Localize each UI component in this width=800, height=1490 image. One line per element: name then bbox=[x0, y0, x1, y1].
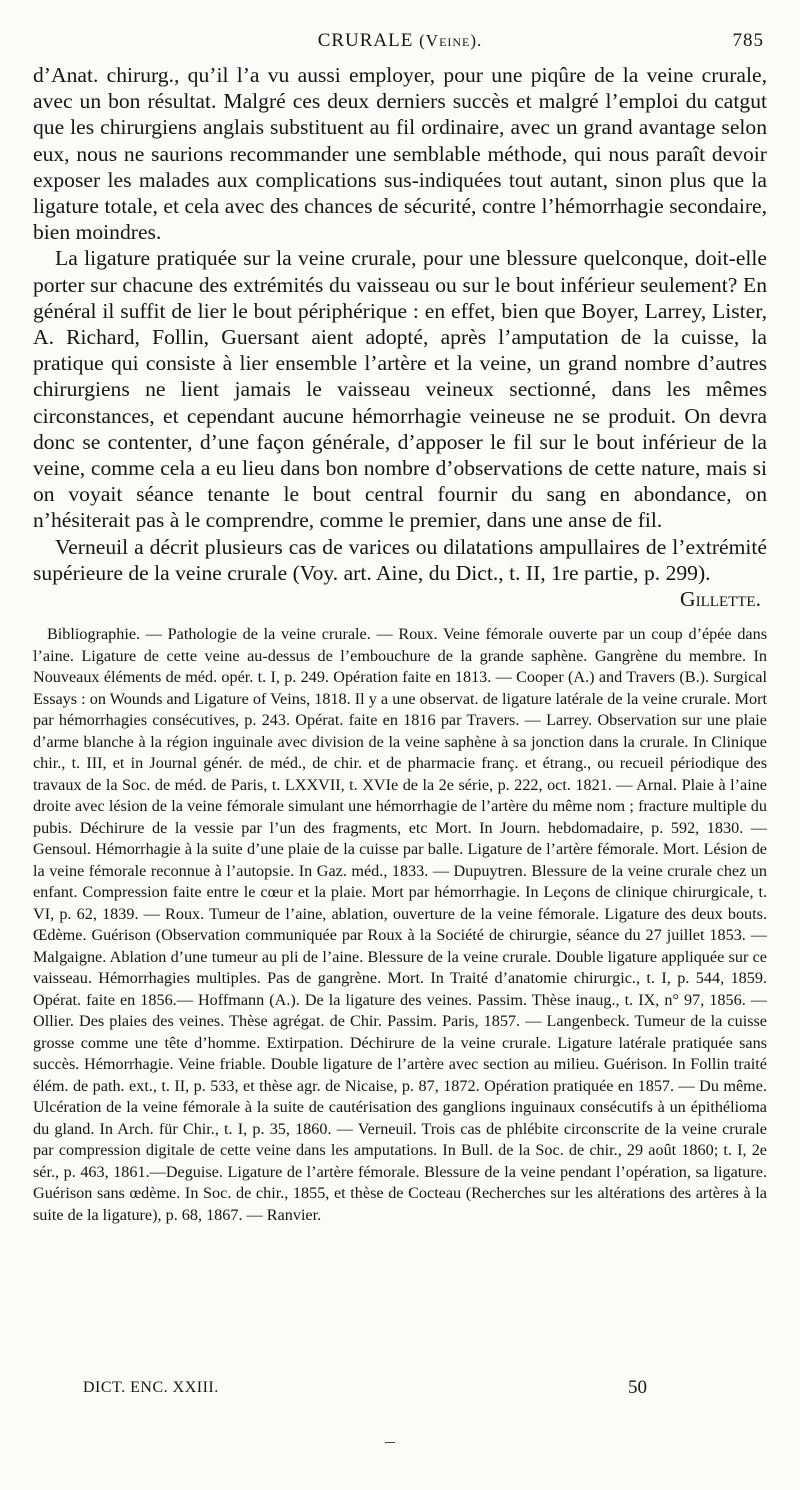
bibliography bbox=[33, 624, 767, 1226]
paragraph-3-text: Verneuil a décrit plusieurs cas de varices ou dilatations ampullaires de l’extrémité supérieure de la veine crurale (Voy. art. Aine, du Dict., t. II, 1re partie, p. 299). bbox=[33, 534, 767, 585]
author-signature: Gillette. bbox=[680, 587, 761, 612]
article-body bbox=[33, 62, 767, 612]
bibliography-text: Bibliographie. — Pathologie de la veine crurale. — Roux. Veine fémorale ouverte par un coup d’épée dans l’aine. Ligature de cette veine au-dessus de l’embouchure de la grande saphène. Gangrène du membre. In Nouveaux éléments de méd. opér. t. I, p. 249. Opération faite en 1813. — Cooper (A.) and Travers (B.). Surgical Essays : on Wounds and Ligature of Veins, 1818. Il y a une observat. de ligature latérale de la veine crurale. Mort par hémorrhagies consécutives, p. 243. Opérat. faite en 1816 par Travers. — Larrey. Observation sur une plaie d’arme blanche à la région inguinale avec division de la veine saphène à sa jonction dans la crurale. In Clinique chir., t. III, et in Journal génér. de méd., de chir. et de pharmacie franç. et étrang., ou recueil périodique des travaux de la Soc. de méd. de Paris, t. LXXVII, t. XVIe de la 2e série, p. 222, oct. 1821. — Arnal. Plaie à l’aine droite avec lésion de la veine fémorale simulant une hémorrhagie de l’artère du même nom ; fracture multiple du pubis. Déchirure de la vessie par l’un des fragments, etc Mort. In Journ. hebdomadaire, p. 592, 1830. — Gensoul. Hémorrhagie à la suite d’une plaie de la cuisse par balle. Ligature de l’artère fémorale. Mort. Lésion de la veine fémorale reconnue à l’autopsie. In Gaz. méd., 1833. — Dupuytren. Blessure de la veine crurale chez un enfant. Compression faite entre le cœur et la plaie. Mort par hémorrhagie. In Leçons de clinique chirurgicale, t. VI, p. 62, 1839. — Roux. Tumeur de l’aine, ablation, ouverture de la veine fémorale. Ligature des deux bouts. Œdème. Guérison (Observation communiquée par Roux à la Société de chirurgie, séance du 27 juillet 1853. — Malgaigne. Ablation d’une tumeur au pli de l’aine. Blessure de la veine crurale. Double ligature appliquée sur ce vaisseau. Hémorrhagies multiples. Pas de gangrène. Mort. In Traité d’anatomie chirurgic., t. I, p. 544, 1859. Opérat. faite en 1856.— Hoffmann (A.). De la ligature des veines. Passim. Thèse inaug., t. IX, n° 97, 1856. — Ollier. Des plaies des veines. Thèse agrégat. de Chir. Passim. Paris, 1857. — Langenbeck. Tumeur de la cuisse grosse comme une tête d’homme. Extirpation. Déchirure de la veine crurale. Ligature latérale pratiquée sans succès. Hémorrhagie. Veine friable. Double ligature de l’artère avec section au milieu. Guérison. In Follin traité élém. de path. ext., t. II, p. 533, et thèse agr. de Nicaise, p. 87, 1872. Opération pratiquée en 1857. — Du même. Ulcération de la veine fémorale à la suite de cautérisation des ganglions inguinaux consécutifs à un épithélioma du gland. In Arch. für Chir., t. I, p. 35, 1860. — Verneuil. Trois cas de phlébite circonscrite de la veine crurale par compression digitale de cette veine dans les amputations. In Bull. de la Soc. de chir., 29 août 1860; t. I, 2e sér., p. 463, 1861.—Deguise. Ligature de l’artère fémorale. Blessure de la veine pendant l’opération, sa ligature. Guérison sans œdème. In Soc. de chir., 1855, et thèse de Cocteau (Recherches sur les altérations des artères à la suite de la ligature), p. 68, 1867. — Ranvier. bbox=[33, 625, 767, 1224]
paragraph-3 bbox=[33, 534, 767, 612]
footer-dash bbox=[385, 1442, 395, 1443]
page bbox=[33, 26, 767, 1226]
paragraph-1: d’Anat. chirurg., qu’il l’a vu aussi employer, pour une piqûre de la veine crurale, avec un bon résultat. Malgré ces deux derniers succès et malgré l’emploi du catgut que les chirurgiens anglais substituent au fil ordinaire, avec un grand avantage selon eux, nous ne saurions recommander une semblable méthode, qui nous paraît devoir exposer les malades aux complications sus-indiquées tout autant, sinon plus que la ligature totale, et cela avec des chances de sécurité, contre l’hémorrhagie secondaire, bien moindres. bbox=[33, 63, 767, 245]
running-title-main: CRURALE bbox=[317, 30, 414, 51]
page-number: 785 bbox=[732, 30, 764, 51]
paragraph-2: La ligature pratiquée sur la veine crurale, pour une blessure quelconque, doit-elle porter sur chacune des extrémités du vaisseau ou sur le bout inférieur seulement? En général il suffit de lier le bout périphérique : en effet, bien que Boyer, Larrey, Lister, A. Richard, Follin, Guersant aient adopté, après l’amputation de la cuisse, la pratique qui consiste à lier ensemble l’artère et la veine, un grand nombre d’autres chirurgiens ne lient jamais le vaisseau veineux sectionné, dans les mêmes circonstances, et cependant aucune hémorrhagie veineuse ne se produit. On devra donc se contenter, d’une façon générale, d’apposer le fil sur le bout inférieur de la veine, comme cela a eu lieu dans bon nombre d’observations de cette nature, mais si on voyait séance tenante le bout central fournir du sang en abondance, on n’hésiterait pas à le comprendre, comme le premier, dans une anse de fil. bbox=[33, 246, 767, 533]
running-title bbox=[33, 30, 767, 52]
footer-gathering-number: 50 bbox=[628, 1377, 647, 1398]
running-header bbox=[33, 26, 767, 56]
footer-signature-mark: DICT. ENC. XXIII. bbox=[83, 1379, 219, 1396]
running-title-sub: (Veine). bbox=[419, 31, 483, 50]
